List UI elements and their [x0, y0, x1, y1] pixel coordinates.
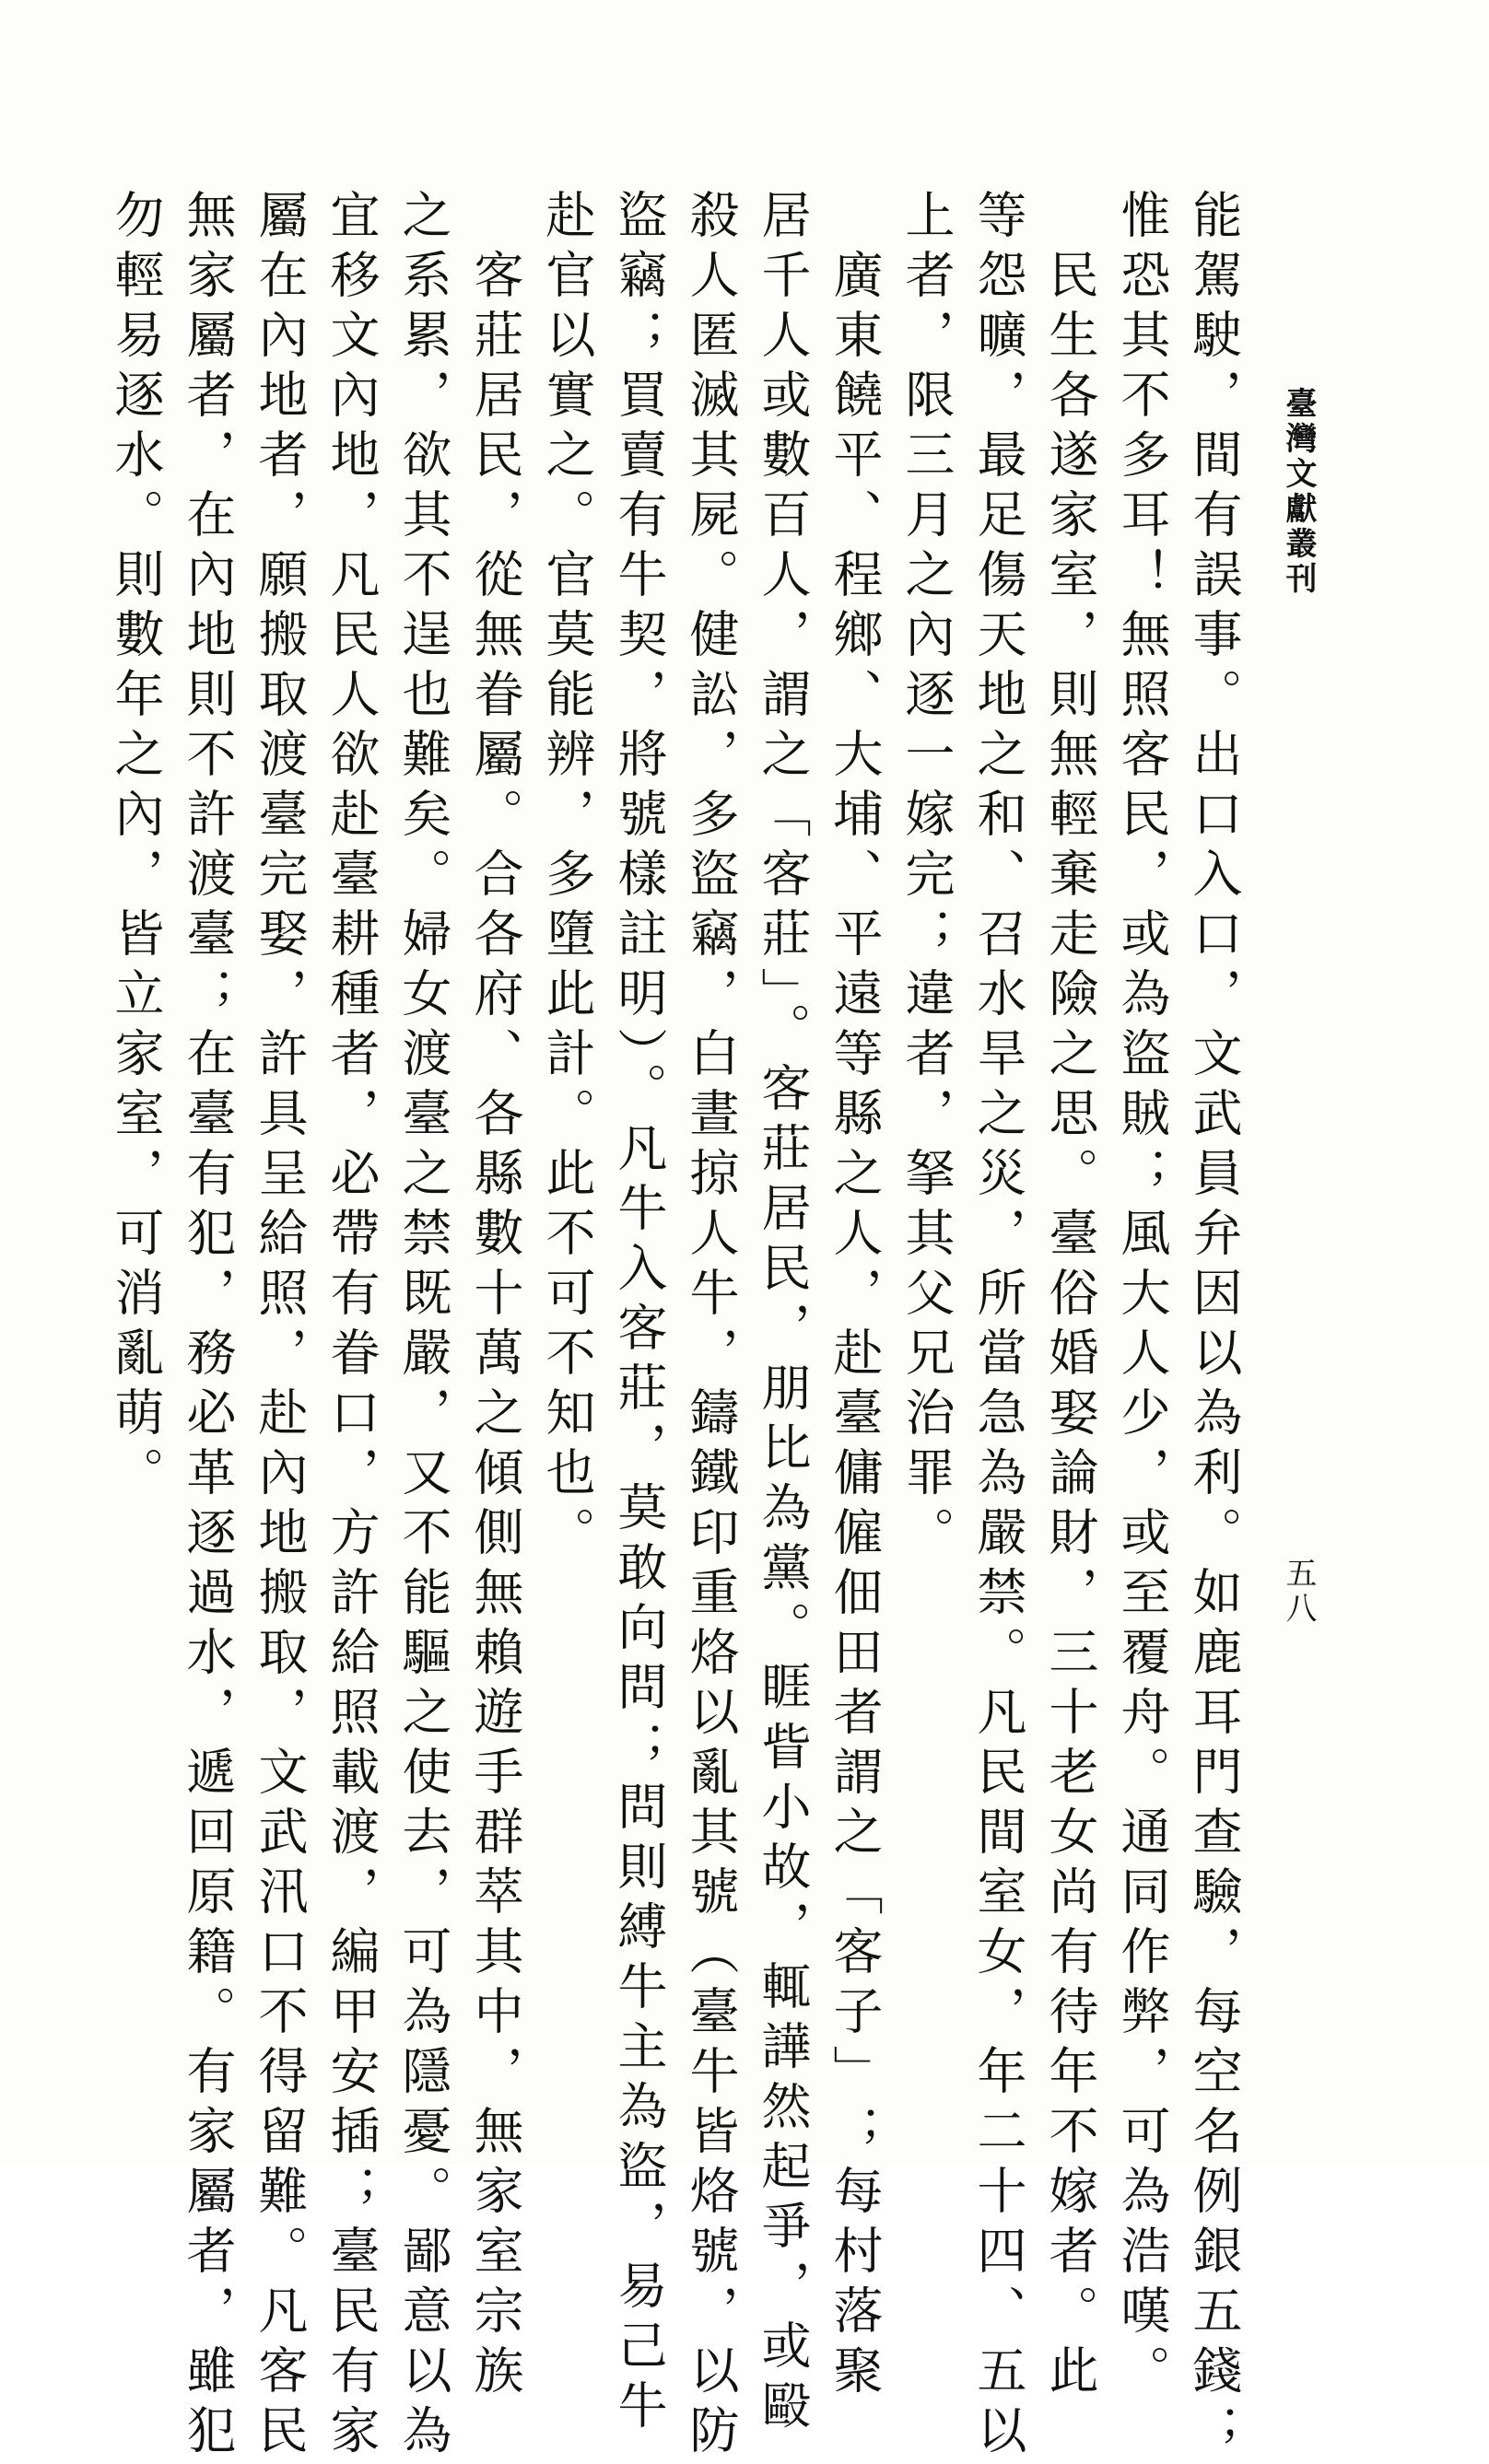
text-column: 無家屬者，在內地則不許渡臺；在臺有犯，務必革逐過水，遞回原籍。有家屬者，雖犯 — [179, 189, 237, 2464]
text-column: 殺人匿滅其屍。健訟，多盜竊，白晝掠人牛，鑄鐵印重烙以亂其號（臺牛皆烙號，以防 — [682, 189, 740, 2464]
text-column: 惟恐其不多耳！無照客民，或為盜賊；風大人少，或至覆舟。通同作弊，可為浩嘆。 — [1113, 189, 1171, 2404]
text-column: 上者，限三月之內逐一嫁完；違者，拏其父兄治罪。 — [897, 189, 956, 1566]
running-head-title: 臺灣文獻叢刊 — [1280, 387, 1317, 597]
text-column: 居千人或數百人，謂之「客莊」。客莊居民，朋比為黨。睚眥小故，輒譁然起爭，或毆 — [754, 189, 812, 2439]
text-column: 勿輕易逐水。則數年之內，皆立家室，可消亂萌。 — [107, 189, 165, 1506]
body-text — [100, 189, 1249, 2464]
text-column: 能駕駛，間有誤事。出口入口，文武員弁因以為利。如鹿耳門查驗，每空名例銀五錢； — [1185, 189, 1243, 2464]
text-column: 宜移文內地，凡民人欲赴臺耕種者，必帶有眷口，方許給照載渡，編甲安插；臺民有家 — [322, 189, 381, 2464]
text-column: 盜竊；買賣有牛契，將號樣註明）。凡牛入客莊，莫敢向問；問則縛牛主為盜，易己牛 — [610, 189, 668, 2439]
text-column: 廣東饒平、程鄉、大埔、平遠等縣之人，赴臺傭僱佃田者謂之「客子」；每村落聚 — [826, 189, 884, 2404]
text-column: 民生各遂家室，則無輕棄走險之思。臺俗婚娶論財，三十老女尚有待年不嫁者。此 — [1041, 189, 1099, 2404]
text-column: 之系累，欲其不逞也難矣。婦女渡臺之禁既嚴，又不能驅之使去，可為隱憂。鄙意以為 — [394, 189, 452, 2464]
text-column: 客莊居民，從無眷屬。合各府、各縣數十萬之傾側無賴遊手群萃其中，無家室宗族 — [466, 189, 524, 2404]
text-column: 等怨曠，最足傷天地之和、召水旱之災，所當急為嚴禁。凡民間室女，年二十四、五以 — [969, 189, 1027, 2464]
text-column: 屬在內地者，願搬取渡臺完娶，許具呈給照，赴內地搬取，文武汛口不得留難。凡客民 — [251, 189, 309, 2464]
text-column: 赴官以實之。官莫能辨，多墮此計。此不可不知也。 — [538, 189, 596, 1566]
page-number: 五八 — [1280, 1557, 1317, 1627]
